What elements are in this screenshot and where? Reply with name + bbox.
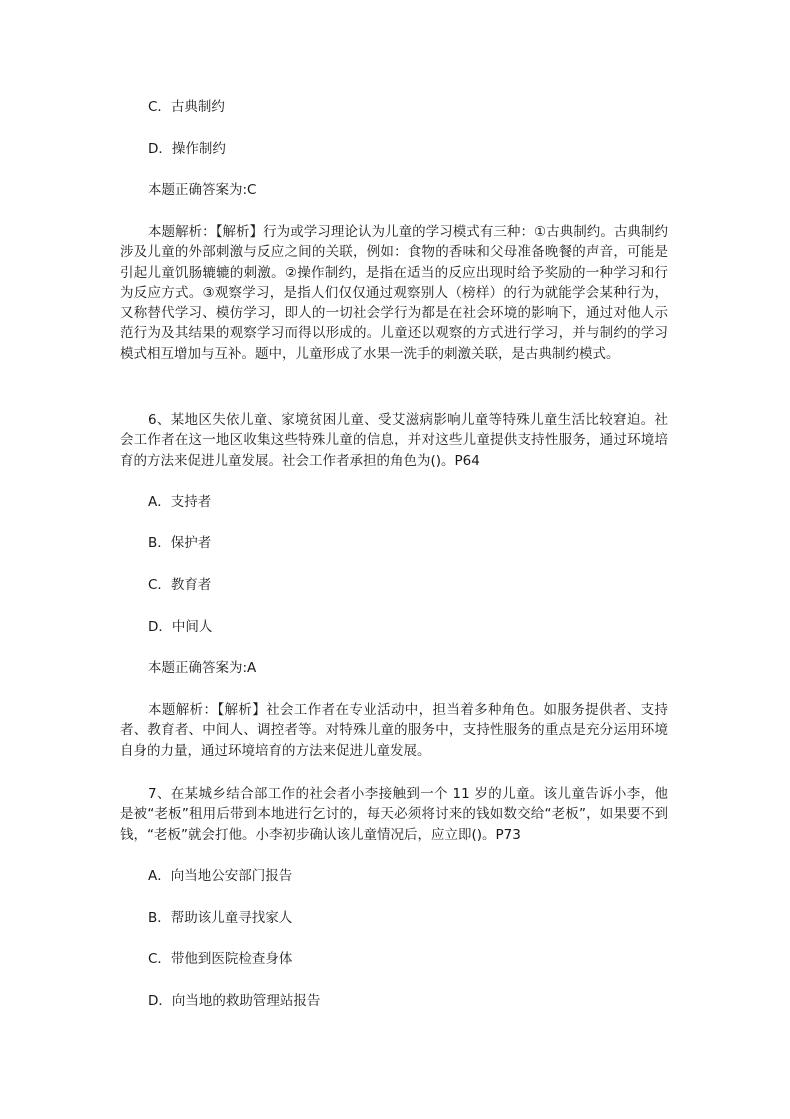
q7-option-a: A．向当地公安部门报告 xyxy=(148,868,293,884)
q5-analysis: 本题解析：【解析】行为或学习理论认为儿童的学习模式有三种：①古典制约。古典制约涉及儿童的外部刺激与反应之间的关联，例如：食物的香味和父母准备晚餐的声音，可能是引起儿童饥肠辘辘的刺激。②操作制约，是指在适当的反应出现时给予奖励的一种学习和行为反应方式。③观察学习，是指人们仅仅通过观察别人（榜样）的行为就能学会某种行为，又称替代学习、模仿学习，即人的一切社会学行为都是在社会环境的影响下，通过对他人示范行为及其结果的观察学习而得以形成的。儿童还以观察的方式进行学习，并与制约的学习模式相互增加与互补。题中，儿童形成了水果一洗手的刺激关联，是古典制约模式。 xyxy=(120,224,668,362)
q6-option-a: A．支持者 xyxy=(148,494,212,510)
q7-option-c: C．带他到医院检查身体 xyxy=(148,951,293,967)
q6-option-b: B．保护者 xyxy=(148,535,212,551)
q7-option-b: B．帮助该儿童寻找家人 xyxy=(148,910,293,926)
q7-stem: 7、在某城乡结合部工作的社会者小李接触到一个 11 岁的儿童。该儿童告诉小李，他是被“老板”租用后带到本地进行乞讨的，每天必须将讨来的钱如数交给“老板”，如果要不到钱，“老板”就会打他。小李初步确认该儿童情况后，应立即()。P73 xyxy=(120,786,668,843)
q6-answer: 本题正确答案为:A xyxy=(148,660,257,676)
q5-option-d: D．操作制约 xyxy=(148,141,226,157)
q6-option-c: C．教育者 xyxy=(148,577,212,593)
q5-option-c: C．古典制约 xyxy=(148,99,225,115)
q6-analysis: 本题解析：【解析】社会工作者在专业活动中，担当着多种角色。如服务提供者、支持者、教育者、中间人、调控者等。对特殊儿童的服务中，支持性服务的重点是充分运用环境自身的力量，通过环境培育的方法来促进儿童发展。 xyxy=(120,702,668,759)
q7-option-d: D．向当地的救助管理站报告 xyxy=(148,993,321,1009)
q6-option-d: D．中间人 xyxy=(148,619,213,635)
q6-stem: 6、某地区失依儿童、家境贫困儿童、受艾滋病影响儿童等特殊儿童生活比较窘迫。社会工作者在这一地区收集这些特殊儿童的信息，并对这些儿童提供支持性服务，通过环境培育的方法来促进儿童发展。社会工作者承担的角色为()。P64 xyxy=(120,412,668,469)
q5-answer: 本题正确答案为:C xyxy=(148,182,257,198)
